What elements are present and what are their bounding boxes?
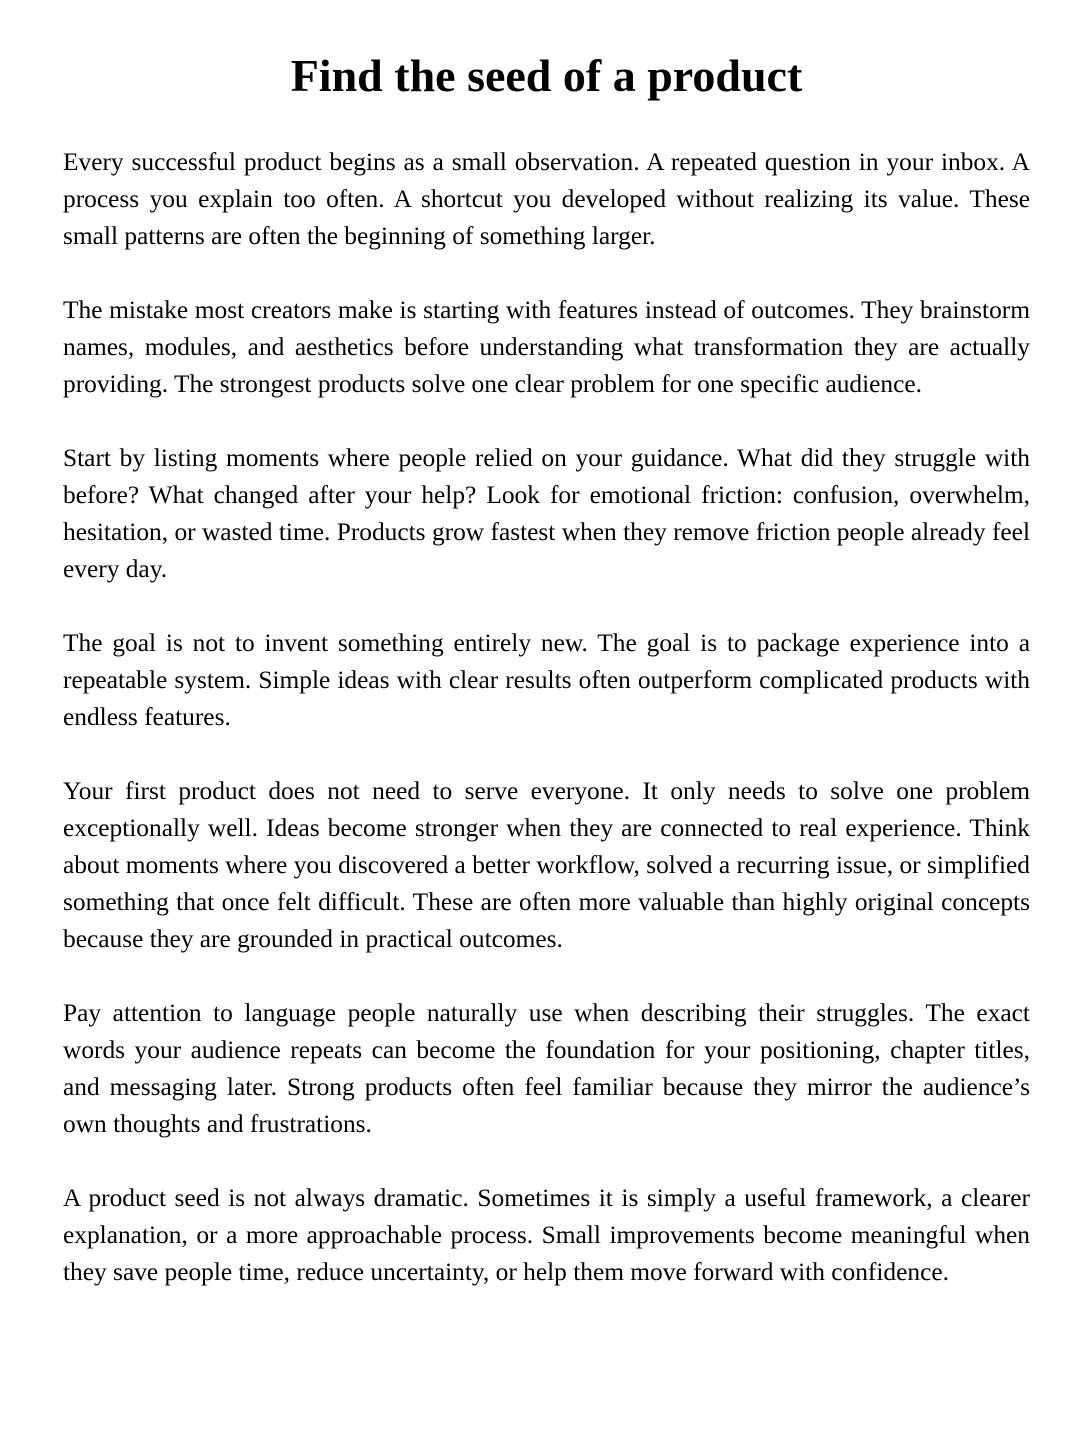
paragraph: Pay attention to language people naturally use when describing their struggles. The exact words your audience repeats can become the foundation for your positioning, chapter titles, and messaging later. Strong products often feel familiar because they mirror the audience’s own thoughts and frustrations. [63, 999, 1030, 1138]
paragraph: A product seed is not always dramatic. Sometimes it is simply a useful framework, a clearer explanation, or a more approachable process. Small improvements become meaningful when they save people time, reduce uncertainty, or help them move forward with confidence. [63, 1184, 1030, 1286]
paragraph: Every successful product begins as a small observation. A repeated question in your inbox. A process you explain too often. A shortcut you developed without realizing its value. These small patterns are often the beginning of something larger. [63, 148, 1030, 250]
paragraph: The mistake most creators make is starting with features instead of outcomes. They brainstorm names, modules, and aesthetics before understanding what transformation they are actually providing. The strongest products solve one clear problem for one specific audience. [63, 296, 1030, 398]
paragraph: Your first product does not need to serve everyone. It only needs to solve one problem exceptionally well. Ideas become stronger when they are connected to real experience. Think about moments where you discovered a better workflow, solved a recurring issue, or simplified something that once felt difficult. These are often more valuable than highly original concepts because they are grounded in practical outcomes. [63, 777, 1030, 953]
document-title: Find the seed of a product [290, 50, 803, 101]
paragraph: The goal is not to invent something entirely new. The goal is to package experience into a repeatable system. Simple ideas with clear results often outperform complicated products with endless features. [63, 629, 1030, 731]
paragraph: Start by listing moments where people relied on your guidance. What did they struggle with before? What changed after your help? Look for emotional friction: confusion, overwhelm, hesitation, or wasted time. Products grow fastest when they remove friction people already feel every day. [63, 444, 1030, 583]
